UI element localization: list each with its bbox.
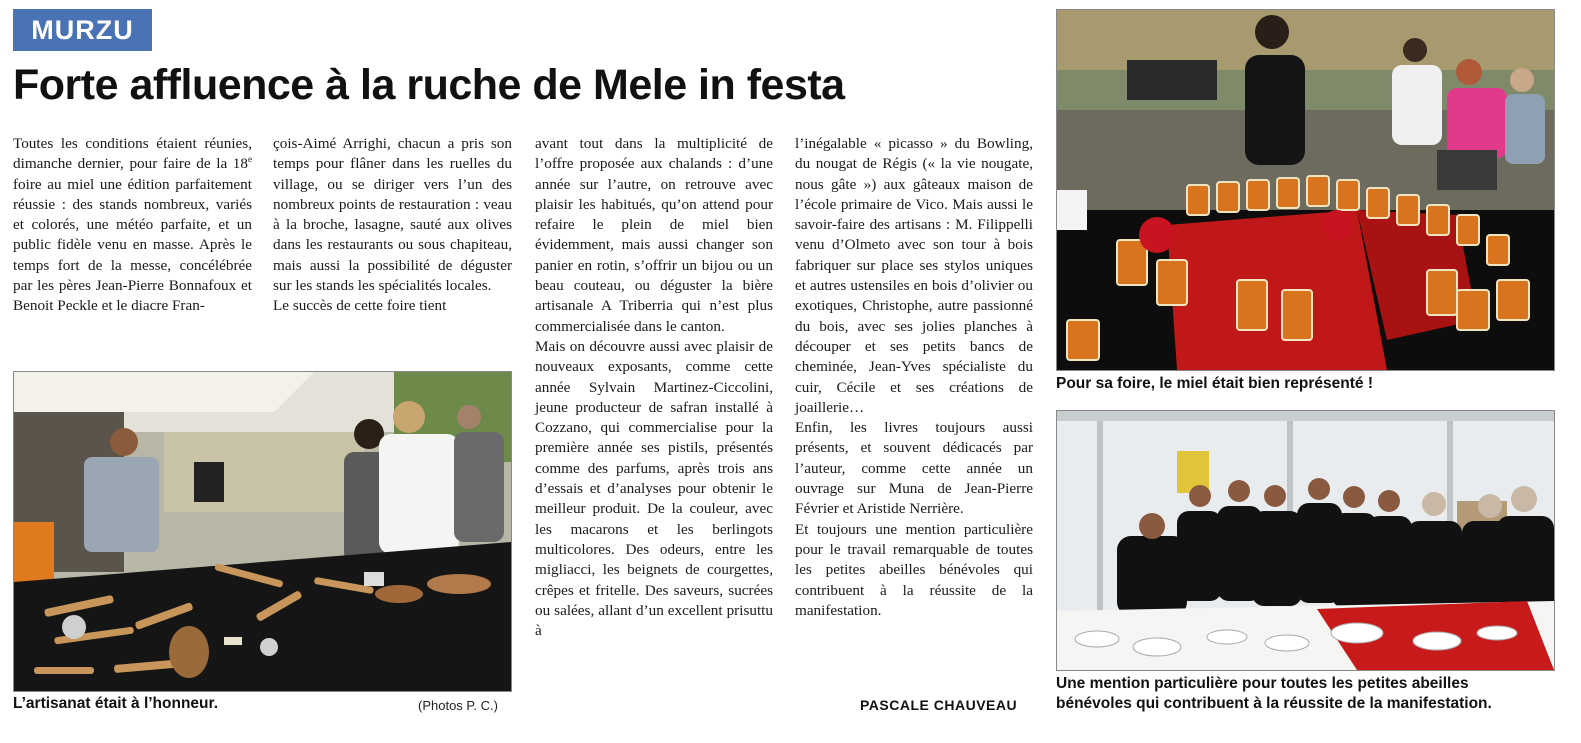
paragraph: Et toujours une mention particulière pour le travail remarquable de toutes les petites abeilles bénévoles qui contribuent à la réussite de la manifestation. — [795, 520, 1033, 619]
honey-stand-photo — [1056, 9, 1555, 371]
article-column-1 — [13, 134, 252, 317]
author-byline: PASCALE CHAUVEAU — [860, 697, 1018, 713]
crafts-stand-photo — [13, 371, 512, 692]
paragraph: l’inégalable « picasso » du Bowling, du nougat de Régis (« la vie nougate, nous gâte ») aux gâteaux maison de l’école primaire de Vico. Mais aussi le savoir-faire des artisans : M. Filippelli venu d’Olmeto avec son tour à bois fabriquer sur place ses stylos uniques et autres ustensiles en bois d’olivier ou exotiques, Christophe, autre passionné du bois, avec ses jolies planches à découper et ses petits bancs de cheminée, Jean-Yves spécialiste du cuir, Cécile et ses créations de joaillerie… — [795, 135, 1033, 416]
paragraph: Mais on découvre aussi avec plaisir de nouveaux exposants, comme cette année Sylvain Martinez-Ciccolini, jeune producteur de safran installé à Cozzano, qui commercialise pour la première année ses pistils, présentés comme des parfums, après trois ans d’essais et d’analyses pour obtenir le meilleur produit. De la couleur, avec les macarons et les berlingots multicolores. Des odeurs, entre les migliacci, les beignets de courgettes, crêpes et fritelle. Des saveurs, sucrées ou salées, allant d’un excellent prisuttu à — [535, 337, 773, 640]
text-span: foire au miel une édition parfaitement réussie : des stands nombreux, variés et colorés, une météo parfaite, et un public fidèle venu en masse. Après le temps fort de la messe, concélébrée par les pères Jean-Pierre Bonnafoux et Benoit Peckle et le diacre Fran- — [13, 175, 252, 315]
photo-credit: (Photos P. C.) — [418, 698, 498, 713]
paragraph: Le succès de cette foire tient — [273, 297, 447, 315]
paragraph: Enfin, les livres toujours aussi présents, et souvent dédicacés par l’auteur, comme cette année un ouvrage sur Muna de Jean-Pierre Février et Aristide Nerrière. — [795, 419, 1033, 518]
article-column-3 — [535, 134, 773, 641]
honey-stand-illustration — [1057, 10, 1554, 370]
paragraph: avant tout dans la multiplicité de l’offre proposée aux chalands : d’une année sur l’autre, on retrouve avec plaisir les habitués, qu’on attend pour refaire le plein de miel bien évidemment, mais aussi changer son panier en rotin, s’offrir un bijou ou un beau couteau, ou déguster la bière artisanale A Triberria qui n’est plus commercialisée dans le canton. — [535, 135, 773, 335]
crafts-stand-illustration — [14, 372, 511, 691]
honey-photo-caption: Pour sa foire, le miel était bien représenté ! — [1056, 375, 1373, 392]
article-column-4 — [795, 134, 1033, 621]
article-headline: Forte affluence à la ruche de Mele in festa — [13, 61, 845, 109]
text-span: Toutes les conditions étaient réunies, dimanche dernier, pour faire de la 18 — [13, 135, 252, 173]
paragraph: çois-Aimé Arrighi, chacun a pris son temps pour flâner dans les ruelles du village, ou se diriger vers l’un des nombreux points de restauration : veau à la broche, lasagne, sauté aux olives dans les restaurants ou sous chapiteau, mais aussi la possibilité de déguster sur les stands les spécialités locales. — [273, 135, 512, 295]
section-rubric: MURZU — [13, 9, 152, 51]
volunteers-photo — [1056, 410, 1555, 671]
crafts-photo-caption: L’artisanat était à l’honneur. — [13, 695, 218, 712]
volunteers-photo-caption-line-2: bénévoles qui contribuent à la réussite de la manifestation. — [1056, 695, 1492, 712]
volunteers-illustration — [1057, 411, 1554, 670]
ordinal-suffix: e — [248, 154, 252, 165]
volunteers-photo-caption-line-1: Une mention particulière pour toutes les petites abeilles — [1056, 675, 1469, 692]
article-column-2 — [273, 134, 512, 317]
paragraph — [13, 134, 252, 317]
